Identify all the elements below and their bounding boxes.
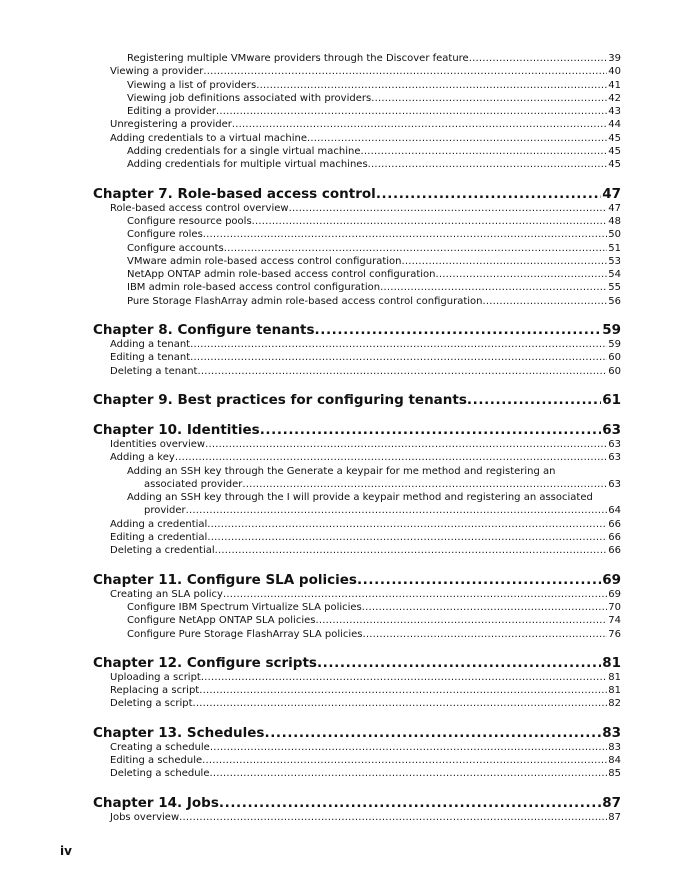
toc-entry-title: Editing a schedule	[110, 754, 203, 766]
toc-chapter[interactable]	[93, 422, 621, 438]
toc-leader-dots	[469, 52, 608, 65]
toc-entry[interactable]	[93, 79, 621, 92]
toc-entry[interactable]	[93, 215, 621, 228]
toc-entry[interactable]	[93, 351, 621, 364]
toc-leader-dots	[203, 228, 607, 241]
toc-page-number: 45	[608, 132, 621, 144]
toc-entry-title: Chapter 10. Identities	[93, 421, 260, 438]
toc-page-number: 55	[608, 282, 621, 294]
toc-leader-dots	[219, 795, 601, 811]
toc-leader-dots	[224, 242, 608, 255]
toc-entry-title: NetApp ONTAP admin role-based access control configuration	[127, 269, 436, 281]
toc-leader-dots	[256, 79, 607, 92]
toc-leader-dots	[380, 281, 607, 294]
toc-leader-dots	[190, 338, 607, 351]
toc-entry[interactable]	[93, 697, 621, 710]
toc-entry-title: Jobs overview	[110, 811, 180, 823]
toc-entry-title: Deleting a tenant	[110, 365, 198, 377]
toc-page-number: 45	[608, 159, 621, 171]
toc-entry-title: Configure resource pools	[127, 215, 252, 227]
toc-page-number: 81	[608, 671, 621, 683]
toc-entry-title: Chapter 13. Schedules	[93, 724, 265, 741]
toc-leader-dots	[467, 392, 601, 408]
toc-chapter[interactable]	[93, 655, 621, 671]
toc-entry[interactable]	[93, 438, 621, 451]
toc-entry[interactable]	[93, 544, 621, 557]
toc-leader-dots	[193, 697, 608, 710]
toc-chapter[interactable]	[93, 725, 621, 741]
toc-entry-title: Deleting a credential	[110, 545, 215, 557]
toc-entry-title: Uploading a script	[110, 671, 201, 683]
toc-leader-dots	[223, 588, 607, 601]
toc-page-number: 74	[608, 615, 621, 627]
toc-entry[interactable]	[93, 671, 621, 684]
toc-leader-dots	[260, 422, 602, 438]
toc-page-number: 66	[608, 518, 621, 530]
toc-page-number: 66	[608, 545, 621, 557]
toc-entry-title: Configure roles	[127, 229, 203, 241]
toc-entry-title: Adding credentials to a virtual machine	[110, 132, 308, 144]
toc-page-number: 51	[608, 242, 621, 254]
toc-page-number: 60	[608, 352, 621, 364]
toc-entry-title: Unregistering a provider	[110, 119, 232, 131]
toc-entry-title: IBM admin role-based access control configuration	[127, 282, 381, 294]
toc-page-number: 41	[608, 79, 621, 91]
toc-leader-dots	[215, 544, 608, 557]
toc-entry[interactable]	[93, 741, 621, 754]
toc-page-number: 66	[608, 532, 621, 544]
toc-entry-title: Pure Storage FlashArray admin role-based access control configuration	[127, 295, 483, 307]
toc-entry-title: Chapter 9. Best practices for configuring tenants	[93, 391, 467, 408]
toc-page-number: 63	[608, 478, 621, 490]
toc-page-number: 59	[602, 322, 621, 339]
toc-page-number: 63	[608, 452, 621, 464]
toc-entry[interactable]	[93, 255, 621, 268]
toc-page-number: 63	[602, 421, 621, 438]
toc-page-number: 50	[608, 229, 621, 241]
toc-leader-dots	[201, 671, 607, 684]
toc-leader-dots	[289, 202, 608, 215]
toc-entry-title: Viewing job definitions associated with providers	[127, 92, 372, 104]
toc-entry-title: Creating an SLA policy	[110, 588, 223, 600]
toc-entry-title: Viewing a list of providers	[127, 79, 257, 91]
toc-leader-dots	[205, 438, 607, 451]
toc-entry[interactable]	[93, 614, 621, 627]
toc-leader-dots	[207, 518, 607, 531]
toc-page-number: 48	[608, 215, 621, 227]
toc-entry-title: Configure IBM Spectrum Virtualize SLA policies	[127, 601, 362, 613]
toc-page-number: 69	[602, 571, 621, 588]
toc-entry[interactable]	[93, 242, 621, 255]
toc-entry-title: Replacing a script	[110, 685, 200, 697]
toc-page-number: 87	[608, 811, 621, 823]
toc-entry[interactable]	[93, 65, 621, 78]
toc-entry-title: Adding credentials for a single virtual machine	[127, 146, 361, 158]
toc-leader-dots	[242, 478, 607, 491]
toc-page-number: 47	[608, 202, 621, 214]
toc-page-number: 85	[608, 768, 621, 780]
toc-page-number: 53	[608, 255, 621, 267]
toc-page-number: 54	[608, 269, 621, 281]
toc-page-number: 44	[608, 119, 621, 131]
toc-leader-dots	[197, 365, 607, 378]
toc-entry[interactable]	[93, 295, 621, 308]
toc-leader-dots	[207, 531, 607, 544]
toc-entry-line: Adding an SSH key through the I will provide a keypair method and registering an associated	[127, 492, 593, 504]
toc-page-number: 60	[608, 365, 621, 377]
toc-entry[interactable]	[93, 158, 621, 171]
toc-entry-title: associated provider	[144, 478, 243, 490]
toc-leader-dots	[179, 811, 607, 824]
toc-page-number: 87	[602, 794, 621, 811]
toc-leader-dots	[203, 65, 607, 78]
toc-entry[interactable]	[93, 268, 621, 281]
toc-entry-title: Chapter 8. Configure tenants	[93, 322, 315, 339]
toc-leader-dots	[252, 215, 608, 228]
toc-leader-dots	[216, 105, 607, 118]
toc-leader-dots	[209, 767, 607, 780]
toc-entry-title: Deleting a script	[110, 698, 193, 710]
toc-entry[interactable]	[93, 281, 621, 294]
toc-entry[interactable]	[93, 628, 621, 641]
toc-leader-dots	[315, 322, 602, 338]
toc-entry[interactable]	[93, 518, 621, 531]
toc-leader-dots	[190, 351, 607, 364]
toc-leader-dots	[175, 451, 607, 464]
table-of-contents	[93, 52, 621, 824]
toc-entry-title: Creating a schedule	[110, 741, 210, 753]
toc-entry[interactable]	[93, 228, 621, 241]
toc-leader-dots	[317, 655, 601, 671]
toc-entry[interactable]	[93, 105, 621, 118]
toc-entry-title: Configure accounts	[127, 242, 224, 254]
toc-entry-title: Editing a provider	[127, 106, 216, 118]
toc-entry[interactable]	[93, 145, 621, 158]
toc-entry-title: Viewing a provider	[110, 66, 204, 78]
toc-entry[interactable]	[93, 531, 621, 544]
toc-entry-title: Editing a credential	[110, 532, 208, 544]
toc-page-number: 59	[608, 339, 621, 351]
toc-leader-dots	[363, 628, 608, 641]
toc-entry[interactable]	[93, 118, 621, 131]
toc-page-number: 76	[608, 628, 621, 640]
toc-page-number: 81	[608, 685, 621, 697]
toc-page-number: 84	[608, 754, 621, 766]
toc-page-number: 64	[608, 505, 621, 517]
toc-entry-title: Chapter 11. Configure SLA policies	[93, 571, 357, 588]
toc-page-number: 43	[608, 106, 621, 118]
toc-entry-title: Deleting a schedule	[110, 768, 210, 780]
toc-entry[interactable]	[93, 588, 621, 601]
toc-entry[interactable]	[93, 338, 621, 351]
toc-entry[interactable]	[93, 767, 621, 780]
toc-entry-title: Adding a tenant	[110, 339, 191, 351]
toc-page-number: 42	[608, 92, 621, 104]
toc-chapter[interactable]	[93, 572, 621, 588]
toc-page-number: 83	[602, 724, 621, 741]
toc-page-number: 70	[608, 601, 621, 613]
toc-entry[interactable]	[93, 451, 621, 464]
toc-entry[interactable]	[93, 52, 621, 65]
toc-page-number: 47	[602, 185, 621, 202]
toc-leader-dots	[186, 504, 608, 517]
toc-leader-dots	[362, 601, 608, 614]
toc-leader-dots	[376, 186, 601, 202]
toc-entry-title: Adding a credential	[110, 518, 208, 530]
toc-entry[interactable]	[93, 478, 621, 491]
toc-page-number: 61	[602, 391, 621, 408]
toc-entry-title: Role-based access control overview	[110, 202, 289, 214]
toc-entry[interactable]	[93, 365, 621, 378]
toc-entry[interactable]	[93, 811, 621, 824]
toc-leader-dots	[371, 92, 607, 105]
toc-page-number: 40	[608, 66, 621, 78]
toc-page-number: 63	[608, 438, 621, 450]
toc-entry[interactable]	[93, 92, 621, 105]
toc-leader-dots	[264, 725, 601, 741]
toc-entry[interactable]	[93, 202, 621, 215]
toc-leader-dots	[483, 295, 608, 308]
toc-page-number: 69	[608, 588, 621, 600]
page-number: iv	[60, 844, 72, 858]
toc-entry-title: VMware admin role-based access control configuration	[127, 255, 402, 267]
toc-entry-title: Identities overview	[110, 438, 206, 450]
toc-chapter[interactable]	[93, 795, 621, 811]
toc-leader-dots	[210, 741, 607, 754]
toc-entry-title: Configure NetApp ONTAP SLA policies	[127, 615, 316, 627]
toc-leader-dots	[361, 145, 608, 158]
toc-page-number: 81	[602, 654, 621, 671]
toc-page-number: 83	[608, 741, 621, 753]
toc-entry-title: Adding credentials for multiple virtual machines	[127, 159, 368, 171]
toc-leader-dots	[357, 572, 601, 588]
toc-entry-title: Chapter 7. Role-based access control	[93, 185, 376, 202]
toc-entry[interactable]	[93, 504, 621, 517]
toc-chapter[interactable]	[93, 392, 621, 408]
toc-chapter[interactable]	[93, 186, 621, 202]
toc-entry[interactable]	[93, 132, 621, 145]
toc-leader-dots	[368, 158, 608, 171]
toc-chapter[interactable]	[93, 322, 621, 338]
toc-entry[interactable]	[93, 684, 621, 697]
toc-leader-dots	[401, 255, 607, 268]
toc-entry-title: Chapter 14. Jobs	[93, 794, 219, 811]
toc-leader-dots	[307, 132, 607, 145]
toc-entry[interactable]	[93, 601, 621, 614]
toc-page-number: 82	[608, 698, 621, 710]
toc-page-number: 45	[608, 146, 621, 158]
toc-leader-dots	[199, 684, 607, 697]
toc-entry-title: Adding a key	[110, 452, 175, 464]
toc-entry-title: Configure Pure Storage FlashArray SLA policies	[127, 628, 363, 640]
toc-page-number: 39	[608, 53, 621, 64]
toc-entry-title: provider	[144, 505, 186, 517]
toc-page-number: 56	[608, 295, 621, 307]
toc-leader-dots	[435, 268, 607, 281]
toc-entry-line: Adding an SSH key through the Generate a keypair for me method and registering an	[127, 465, 556, 477]
toc-entry-title: Registering multiple VMware providers through the Discover feature	[127, 53, 469, 64]
toc-entry-title: Editing a tenant	[110, 352, 191, 364]
toc-leader-dots	[232, 118, 607, 131]
toc-entry[interactable]	[93, 754, 621, 767]
toc-entry-title: Chapter 12. Configure scripts	[93, 654, 317, 671]
toc-leader-dots	[202, 754, 607, 767]
toc-leader-dots	[315, 614, 607, 627]
